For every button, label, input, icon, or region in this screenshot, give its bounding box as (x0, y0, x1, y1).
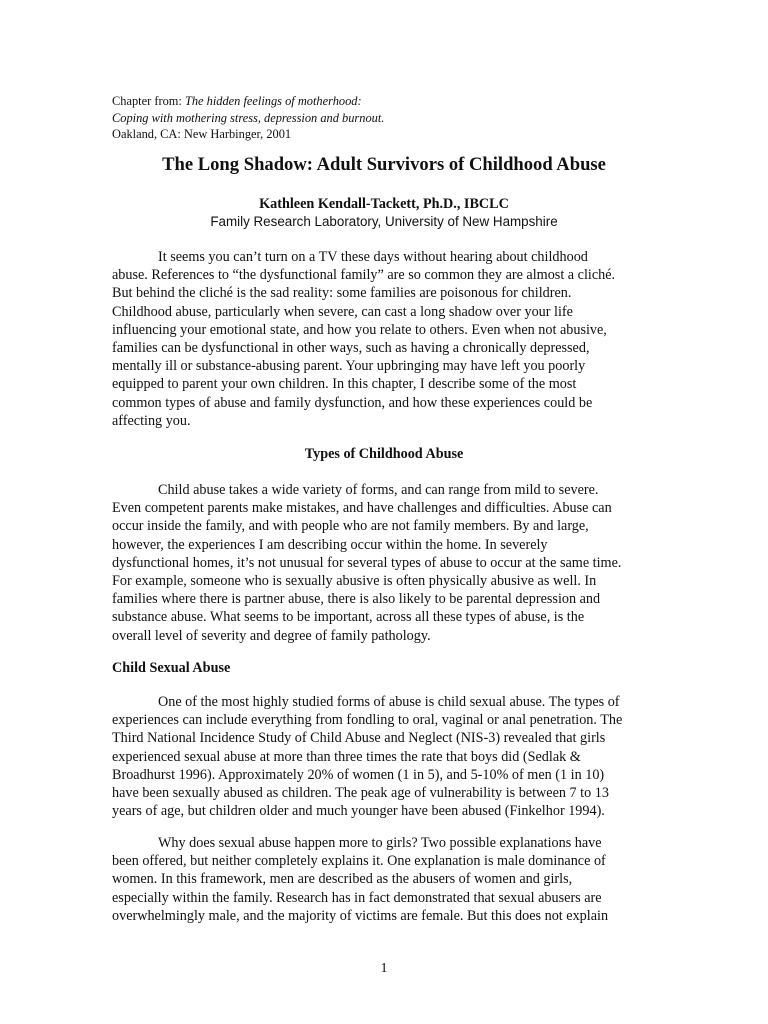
text-line: Even competent parents make mistakes, and have challenges and difficulties. Abuse can (112, 500, 612, 517)
citation-block (112, 93, 672, 143)
citation-publisher: Oakland, CA: New Harbinger, 2001 (112, 127, 292, 141)
text-line: abuse. References to “the dysfunctional family” are so common they are almost a cliché. (112, 267, 616, 284)
text-line: For example, someone who is sexually abusive is often physically abusive as well. In (112, 573, 597, 590)
text-line: One of the most highly studied forms of abuse is child sexual abuse. The types of (158, 694, 620, 710)
text-line: equipped to parent your own children. In this chapter, I describe some of the most (112, 376, 577, 393)
text-line: families can be dysfunctional in other ways, such as having a chronically depressed, (112, 340, 590, 357)
subheading-child-sexual-abuse: Child Sexual Abuse (112, 660, 231, 676)
text-line: affecting you. (112, 412, 191, 429)
section-heading-types: Types of Childhood Abuse (304, 446, 464, 462)
child-sexual-abuse-paragraph-2 (112, 834, 672, 925)
author-name: Kathleen Kendall-Tackett, Ph.D., IBCLC (259, 196, 509, 212)
citation-book-subtitle: Coping with mothering stress, depression and burnout. (112, 110, 385, 125)
text-line: occur inside the family, and with people who are not family members. By and large, (112, 518, 589, 535)
intro-paragraph (112, 248, 672, 430)
page-number: 1 (380, 961, 388, 976)
text-line: especially within the family. Research has in fact demonstrated that sexual abusers are (112, 889, 602, 906)
text-line: Child abuse takes a wide variety of forms, and can range from mild to severe. (158, 482, 599, 498)
text-line: influencing your emotional state, and how you relate to others. Even when not abusive, (112, 321, 607, 338)
text-line: women. In this framework, men are described as the abusers of women and girls, (112, 871, 573, 888)
document-title: The Long Shadow: Adult Survivors of Childhood Abuse (162, 154, 606, 175)
text-line: families where there is partner abuse, there is also likely to be parental depression and (112, 591, 601, 608)
text-line: Childhood abuse, particularly when severe, can cast a long shadow over your life (112, 303, 573, 320)
citation-book-title: The hidden feelings of motherhood: (184, 94, 362, 108)
text-line: experienced sexual abuse at more than three times the rate that boys did (Sedlak & (112, 748, 581, 765)
citation-line-2 (112, 110, 672, 127)
text-line: Why does sexual abuse happen more to girls? Two possible explanations have (158, 835, 602, 851)
types-paragraph (112, 481, 672, 645)
text-line: however, the experiences I am describing occur within the home. In severely (112, 536, 548, 553)
text-line: It seems you can’t turn on a TV these days without hearing about childhood (158, 249, 588, 265)
text-line: Broadhurst 1996). Approximately 20% of women (1 in 5), and 5-10% of men (1 in 10) (112, 766, 605, 783)
text-line: mentally ill or substance-abusing parent. Your upbringing may have left you poorly (112, 358, 586, 375)
text-line: But behind the cliché is the sad reality: some families are poisonous for children. (112, 285, 572, 302)
citation-label: Chapter from: (112, 94, 185, 108)
text-line: dysfunctional homes, it’s not unusual for several types of abuse to occur at the same time. (112, 554, 622, 571)
text-line: experiences can include everything from fondling to oral, vaginal or anal penetration. The (112, 712, 623, 729)
text-line: overall level of severity and degree of family pathology. (112, 627, 431, 644)
text-line: common types of abuse and family dysfunction, and how these experiences could be (112, 394, 593, 411)
text-line: been offered, but neither completely explains it. One explanation is male dominance of (112, 853, 606, 870)
citation-line-1 (112, 93, 672, 110)
text-line: overwhelmingly male, and the majority of victims are female. But this does not explain (112, 907, 609, 924)
text-line: substance abuse. What seems to be important, across all these types of abuse, is the (112, 609, 585, 626)
text-line: have been sexually abused as children. The peak age of vulnerability is between 7 to 13 (112, 785, 609, 802)
child-sexual-abuse-paragraph-1 (112, 693, 672, 820)
text-line: Third National Incidence Study of Child Abuse and Neglect (NIS-3) revealed that girls (112, 730, 606, 747)
author-affiliation: Family Research Laboratory, University of New Hampshire (210, 214, 558, 229)
text-line: years of age, but children older and much younger have been abused (Finkelhor 1994). (112, 803, 605, 820)
